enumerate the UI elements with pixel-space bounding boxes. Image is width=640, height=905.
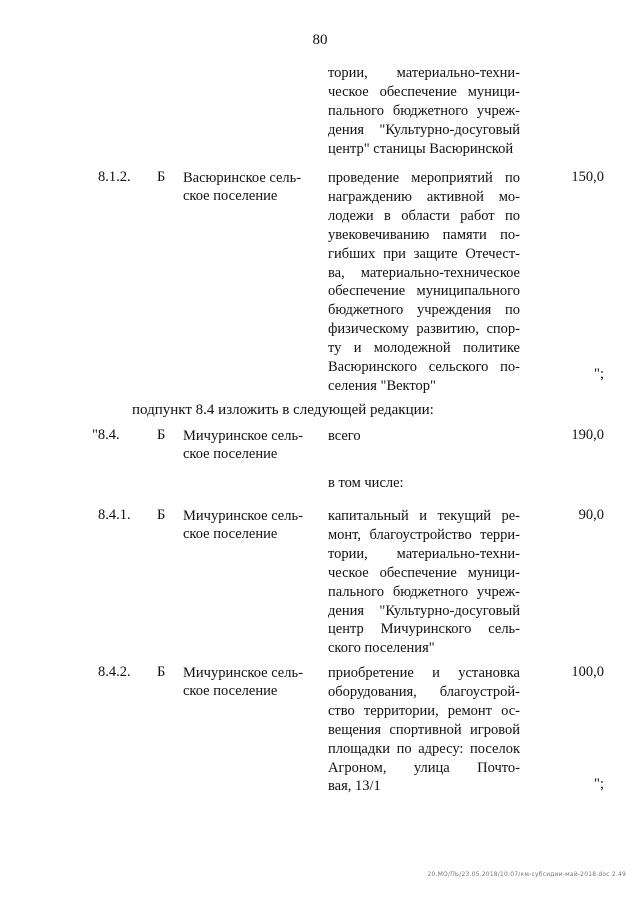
desc-line: увековечиванию памяти по- <box>328 226 520 243</box>
desc-line: центр" станицы Васюринской <box>328 140 514 157</box>
page-number: 80 <box>312 32 328 48</box>
amount: 190,0 <box>571 427 604 443</box>
item-number: 8.1.2. <box>98 169 131 185</box>
item-description <box>328 427 520 446</box>
settlement-name: Васюринское сель- ское поселение <box>183 170 302 204</box>
category-code: Б <box>157 169 166 185</box>
closing-quote: "; <box>594 366 604 382</box>
closing-quote: "; <box>594 776 604 792</box>
item-number: 8.4.1. <box>98 507 131 523</box>
amount: 100,0 <box>571 664 604 680</box>
desc-line: селения "Вектор" <box>328 377 436 394</box>
desc-line: приобретение и установка <box>328 665 520 681</box>
desc-line: бюджетного учреждения по <box>328 302 520 319</box>
desc-line: оборудования, благоустрой- <box>328 683 520 700</box>
desc-line: ского поселения" <box>328 640 435 657</box>
desc-line: физическому развитию, спор- <box>328 321 520 338</box>
continuation-text <box>328 64 520 159</box>
desc-line: пального бюджетного учреж- <box>328 102 520 119</box>
item-description <box>328 474 520 493</box>
desc-line: ва, материально-техническое <box>328 264 520 281</box>
desc-line: площадки по адресу: поселок <box>328 740 520 757</box>
desc-line: ство территории, ремонт ос- <box>328 702 520 719</box>
desc-line: пального бюджетного учреж- <box>328 583 520 600</box>
desc-line: тории, материально-техни- <box>328 65 520 81</box>
desc-line: награждению активной мо- <box>328 188 520 205</box>
desc-line: гибших при защите Отечест- <box>328 245 520 262</box>
desc-line: вая, 13/1 <box>328 778 381 795</box>
category-code: Б <box>157 507 166 523</box>
item-description <box>328 507 520 658</box>
category-code: Б <box>157 664 166 680</box>
category-code: Б <box>157 427 166 443</box>
desc-line: в том числе: <box>328 475 404 491</box>
item-description <box>328 664 520 796</box>
desc-line: дения "Культурно-досуговый <box>328 602 520 619</box>
item-description <box>328 169 520 396</box>
desc-line: проведение мероприятий по <box>328 170 520 186</box>
amount: 90,0 <box>578 507 604 523</box>
desc-line: дения "Культурно-досуговый <box>328 121 520 138</box>
item-number: "8.4. <box>92 427 120 443</box>
desc-line: ческое обеспечение муници- <box>328 564 520 581</box>
desc-line: Агроном, улица Почто- <box>328 759 520 776</box>
desc-line: монт, благоустройство терри- <box>328 526 520 543</box>
amendment-instruction: подпункт 8.4 изложить в следующей редакции: <box>132 402 434 418</box>
desc-line: ческое обеспечение муници- <box>328 83 520 100</box>
desc-line: центр Мичуринского сель- <box>328 621 520 638</box>
settlement-name: Мичуринское сель- ское поселение <box>183 428 303 462</box>
desc-line: вещения спортивной игровой <box>328 721 520 738</box>
desc-line: всего <box>328 428 361 444</box>
settlement-name: Мичуринское сель- ское поселение <box>183 508 303 542</box>
desc-line: лодежи в области работ по <box>328 207 520 224</box>
desc-line: ту и молодежной политике <box>328 340 520 357</box>
desc-line: капитальный и текущий ре- <box>328 508 520 524</box>
amount: 150,0 <box>571 169 604 185</box>
desc-line: обеспечение муниципального <box>328 283 520 300</box>
desc-line: тории, материально-техни- <box>328 545 520 562</box>
item-number: 8.4.2. <box>98 664 131 680</box>
document-footer: 20.МО/ПЬ/23.05.2018/10:07/км-субсидии-май-2018.doc 2.49 <box>427 871 626 878</box>
settlement-name: Мичуринское сель- ское поселение <box>183 665 303 699</box>
desc-line: Васюринского сельского по- <box>328 359 520 376</box>
